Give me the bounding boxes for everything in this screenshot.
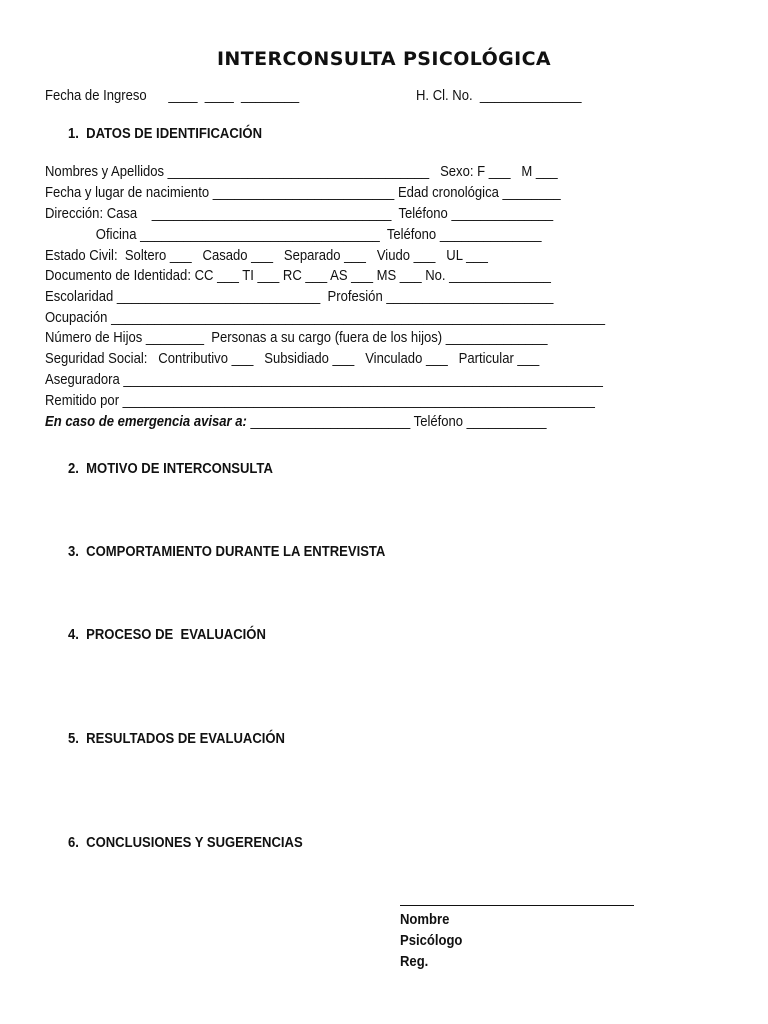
escolaridad-profesion-line[interactable]: Escolaridad ____________________________ Profesión _______________________ [45, 288, 554, 305]
ocupacion-line[interactable]: Ocupación ____________________________________________________________________ [45, 309, 606, 326]
historia-clinica-field[interactable]: H. Cl. No. ______________ [416, 87, 582, 104]
section-1-heading: 1. DATOS DE IDENTIFICACIÓN [68, 125, 263, 142]
signature-nombre: Nombre [400, 911, 450, 928]
aseguradora-line[interactable]: Aseguradora __________________________________________________________________ [45, 371, 603, 388]
emergencia-line[interactable] [45, 414, 547, 429]
document-title: INTERCONSULTA PSICOLÓGICA [216, 48, 552, 70]
emergencia-fields[interactable]: ______________________ Teléfono ___________ [246, 413, 547, 430]
section-2-heading: 2. MOTIVO DE INTERCONSULTA [68, 460, 273, 477]
documento-identidad-line[interactable]: Documento de Identidad: CC ___ TI ___ RC ___ AS ___ MS ___ No. ______________ [45, 267, 551, 284]
signature-cargo: Psicólogo [400, 932, 463, 949]
seguridad-social-line[interactable]: Seguridad Social: Contributivo ___ Subsidiado ___ Vinculado ___ Particular ___ [45, 350, 540, 367]
direccion-casa-line[interactable]: Dirección: Casa _________________________________ Teléfono ______________ [45, 205, 554, 222]
section-5-heading: 5. RESULTADOS DE EVALUACIÓN [68, 730, 285, 747]
signature-registro: Reg. [400, 953, 429, 970]
hijos-line[interactable]: Número de Hijos ________ Personas a su cargo (fuera de los hijos) ______________ [45, 329, 548, 346]
direccion-oficina-line[interactable]: Oficina _________________________________ Teléfono ______________ [45, 226, 542, 243]
emergencia-label: En caso de emergencia avisar a: [45, 413, 247, 430]
nacimiento-edad-line[interactable]: Fecha y lugar de nacimiento _________________________ Edad cronológica ________ [45, 184, 561, 201]
estado-civil-line[interactable]: Estado Civil: Soltero ___ Casado ___ Separado ___ Viudo ___ UL ___ [45, 247, 488, 264]
section-3-heading: 3. COMPORTAMIENTO DURANTE LA ENTREVISTA [68, 543, 386, 560]
remitido-line[interactable]: Remitido por _________________________________________________________________ [45, 392, 595, 409]
section-4-heading: 4. PROCESO DE EVALUACIÓN [68, 626, 266, 643]
signature-line[interactable] [400, 905, 634, 906]
fecha-ingreso-field[interactable]: Fecha de Ingreso ____ ____ ________ [45, 87, 300, 104]
nombres-sexo-line[interactable]: Nombres y Apellidos ____________________________________ Sexo: F ___ M ___ [45, 163, 558, 180]
section-6-heading: 6. CONCLUSIONES Y SUGERENCIAS [68, 834, 303, 851]
